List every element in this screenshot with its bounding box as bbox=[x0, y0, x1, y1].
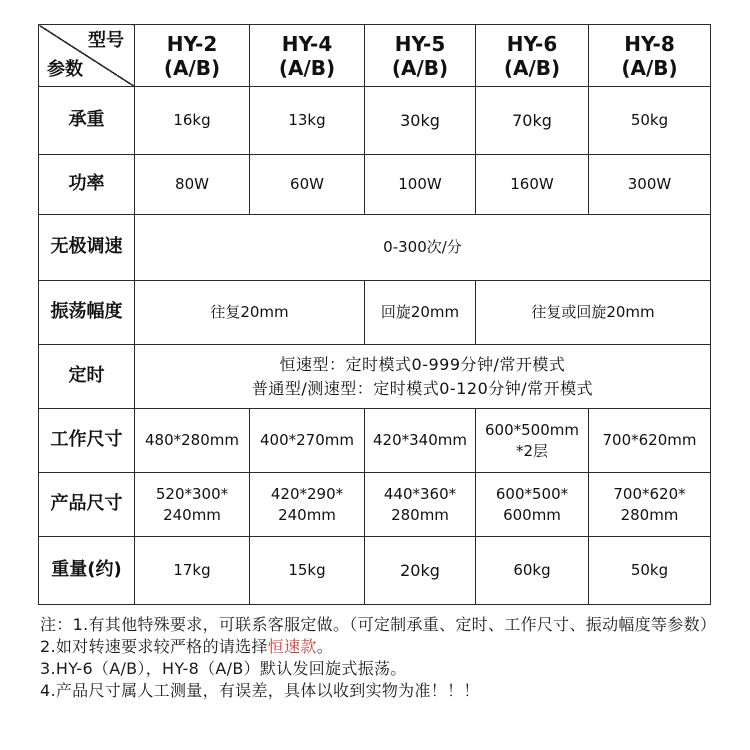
header-corner-cell bbox=[39, 25, 135, 87]
product-size-line: 420*290* bbox=[270, 485, 344, 504]
row-label-weight: 重量(约) bbox=[39, 537, 135, 605]
timer-value bbox=[135, 345, 711, 409]
power-value: 60W bbox=[250, 155, 365, 215]
work-size-value: 480*280mm bbox=[135, 409, 250, 473]
product-size-value bbox=[365, 473, 476, 537]
load-value: 13kg bbox=[250, 87, 365, 155]
power-value: 100W bbox=[365, 155, 476, 215]
work-size-value: 700*620mm bbox=[589, 409, 711, 473]
power-row bbox=[39, 155, 711, 215]
row-label-amplitude: 振荡幅度 bbox=[39, 281, 135, 345]
product-size-line: 240mm bbox=[163, 505, 221, 524]
product-size-row bbox=[39, 473, 711, 537]
product-size-value bbox=[476, 473, 589, 537]
load-row bbox=[39, 87, 711, 155]
model-header-hy5 bbox=[365, 25, 476, 87]
load-value: 70kg bbox=[476, 87, 589, 155]
product-size-value bbox=[589, 473, 711, 537]
model-header-hy8 bbox=[589, 25, 711, 87]
spec-table bbox=[38, 24, 711, 605]
note-2-highlight: 恒速款 bbox=[267, 637, 317, 656]
weight-value: 20kg bbox=[365, 537, 476, 605]
amplitude-value: 回旋20mm bbox=[365, 281, 476, 345]
product-size-line: 520*300* bbox=[155, 485, 229, 504]
model-header-hy2 bbox=[135, 25, 250, 87]
notes-section bbox=[40, 614, 720, 702]
product-size-value bbox=[250, 473, 365, 537]
note-1: 注：1.有其他特殊要求，可联系客服定做。（可定制承重、定时、工作尺寸、振动幅度等参数） bbox=[40, 615, 717, 634]
power-value: 160W bbox=[476, 155, 589, 215]
weight-value: 50kg bbox=[589, 537, 711, 605]
model-variant: (A/B) bbox=[503, 55, 561, 80]
model-name: HY-2 bbox=[166, 31, 218, 56]
amplitude-value: 往复20mm bbox=[135, 281, 365, 345]
model-name: HY-6 bbox=[506, 31, 558, 56]
product-size-value bbox=[135, 473, 250, 537]
product-size-line: 280mm bbox=[620, 505, 679, 524]
model-variant: (A/B) bbox=[391, 55, 449, 80]
note-4: 4.产品尺寸属人工测量，有误差，具体以收到实物为准！！！ bbox=[40, 681, 480, 700]
work-size-value: 400*270mm bbox=[250, 409, 365, 473]
work-size-line: 600*500mm bbox=[485, 421, 579, 440]
product-size-line: 240mm bbox=[278, 505, 336, 524]
row-label-product-size: 产品尺寸 bbox=[39, 473, 135, 537]
weight-value: 15kg bbox=[250, 537, 365, 605]
model-name: HY-8 bbox=[624, 31, 675, 56]
model-name: HY-4 bbox=[281, 31, 333, 56]
row-label-load: 承重 bbox=[39, 87, 135, 155]
amplitude-row bbox=[39, 281, 711, 345]
row-label-power: 功率 bbox=[39, 155, 135, 215]
speed-row bbox=[39, 215, 711, 281]
note-2-end: 。 bbox=[316, 637, 333, 656]
load-value: 30kg bbox=[365, 87, 476, 155]
row-label-timer: 定时 bbox=[39, 345, 135, 409]
weight-value: 17kg bbox=[135, 537, 250, 605]
row-label-work-size: 工作尺寸 bbox=[39, 409, 135, 473]
timer-row bbox=[39, 345, 711, 409]
power-value: 300W bbox=[589, 155, 711, 215]
note-2 bbox=[40, 636, 720, 658]
speed-value: 0-300次/分 bbox=[135, 215, 711, 281]
timer-line: 普通型/测速型：定时模式0-120分钟/常开模式 bbox=[251, 378, 594, 398]
product-size-line: 440*360* bbox=[383, 485, 457, 504]
load-value: 16kg bbox=[135, 87, 250, 155]
amplitude-value: 往复或回旋20mm bbox=[476, 281, 711, 345]
param-label: 参数 bbox=[47, 58, 83, 80]
model-label: 型号 bbox=[88, 30, 124, 51]
power-value: 80W bbox=[135, 155, 250, 215]
weight-value: 60kg bbox=[476, 537, 589, 605]
product-size-line: 280mm bbox=[391, 505, 449, 524]
work-size-line: *2层 bbox=[515, 441, 549, 460]
model-name: HY-5 bbox=[394, 31, 446, 56]
weight-row bbox=[39, 537, 711, 605]
work-size-value: 420*340mm bbox=[365, 409, 476, 473]
note-3: 3.HY-6（A/B），HY-8（A/B）默认发回旋式振荡。 bbox=[40, 659, 407, 678]
model-variant: (A/B) bbox=[278, 55, 336, 80]
model-header-hy6 bbox=[476, 25, 589, 87]
product-size-line: 600*500* bbox=[495, 485, 569, 504]
load-value: 50kg bbox=[589, 87, 711, 155]
timer-line: 恒速型：定时模式0-999分钟/常开模式 bbox=[279, 354, 566, 374]
row-label-speed: 无极调速 bbox=[39, 215, 135, 281]
header-row bbox=[39, 25, 711, 87]
model-variant: (A/B) bbox=[621, 55, 678, 80]
product-size-line: 700*620* bbox=[613, 485, 686, 504]
note-2-text: 2.如对转速要求较严格的请选择 bbox=[40, 637, 268, 656]
work-size-row bbox=[39, 409, 711, 473]
model-header-hy4 bbox=[250, 25, 365, 87]
product-size-line: 600mm bbox=[503, 505, 561, 524]
work-size-value bbox=[476, 409, 589, 473]
model-variant: (A/B) bbox=[163, 55, 221, 80]
